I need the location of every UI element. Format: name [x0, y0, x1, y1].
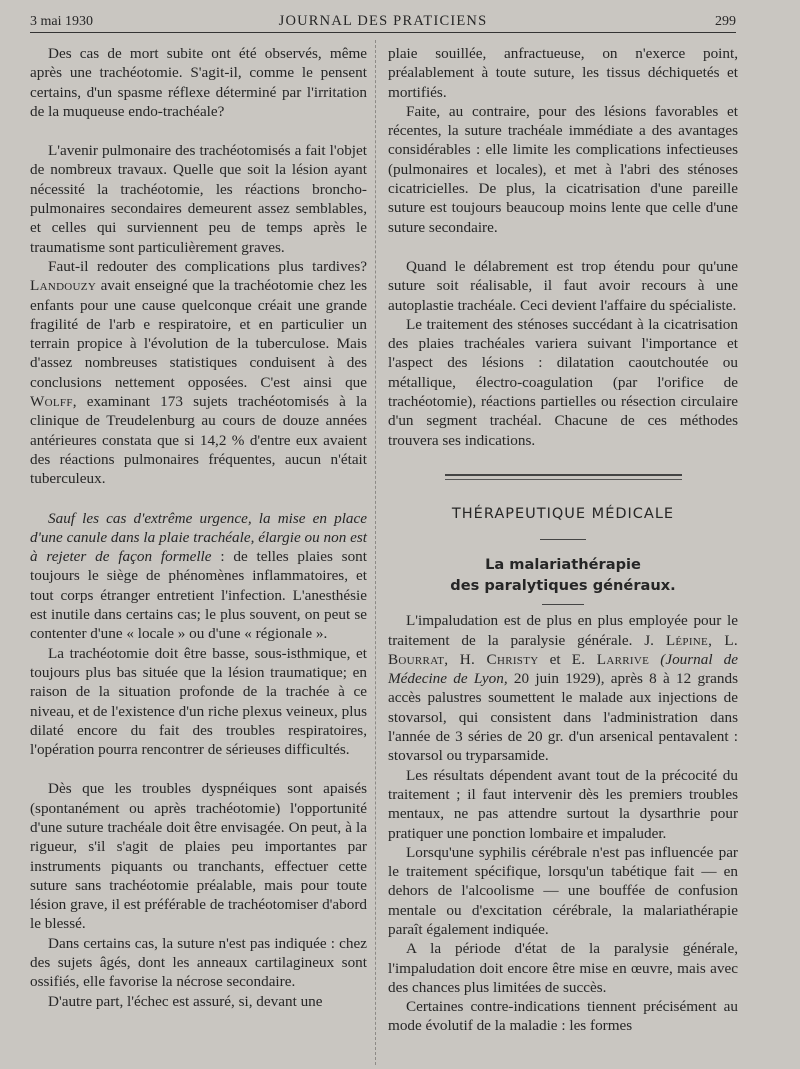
- author-name: Wolff: [30, 393, 73, 411]
- paragraph: Faut-il redouter des complications plus tardives? Landouzy avait enseigné que la trachéotomie chez les enfants pour une cause quelconque créait une grande fragilité de l'arb e respiratoire, et en particulier un terrain propice à l'évolution de la tuberculose. Mais d'assez nombreuses statistiques conduisent à des conclusions nettement opposées. C'est ainsi que Wolff, examinant 173 sujets trachéotomisés à la clinique de Treudelenburg au cours de douze années antérieures constata que si 14,2 % d'entre eux avaient des réactions pulmonaires fréquentes, aucun n'était tuberculeux.: [30, 257, 368, 488]
- page-header: [30, 12, 736, 33]
- emphasis-text: Sauf les cas d'extrême urgence, la mise en place d'une canule dans la plaie trachéale, élargie ou non est à rejeter de façon formelle: [30, 509, 367, 566]
- column-divider: [375, 40, 376, 1065]
- page-number: 299: [715, 14, 736, 29]
- short-rule: [542, 604, 584, 605]
- issue-date: 3 mai 1930: [30, 14, 93, 29]
- paragraph: Les résultats dépendent avant tout de la précocité du traitement ; il faut intervenir dès les premiers troubles mentaux, ne pas attendre surtout la dysarthrie pour pratiquer une ponction lombaire et impaluder.: [388, 766, 738, 842]
- paragraph: Des cas de mort subite ont été observés, même après une trachéotomie. S'agit-il, comme le pensent certains, d'un spasme réflexe déterminé par l'irritation de la muqueuse endo-trachéale?: [30, 45, 367, 120]
- right-column: [388, 44, 738, 1064]
- short-rule: [540, 539, 586, 540]
- paragraph: Quand le délabrement est trop étendu pour qu'une suture soit réalisable, il faut avoir recours à une autoplastie trachéale. Ceci devient l'affaire du spécialiste.: [388, 257, 738, 314]
- paragraph: D'autre part, l'échec est assuré, si, devant une: [48, 992, 323, 1010]
- paragraph: L'avenir pulmonaire des trachéotomisés a fait l'objet de nombreux travaux. Quelle que soit la lésion ayant nécessité la trachéotomie, les réactions broncho-pulmonaires secondaires demeurent assez semblables, et celles qui surviennent peu de temps après le traumatisme sont particulièrement graves.: [30, 142, 367, 256]
- paragraph: Faite, au contraire, pour des lésions favorables et récentes, la suture trachéale immédiate a des avantages considérables : elle limite les complications infectieuses (pulmonaires et locales), et met à l'abri des sténoses cicatricielles. De plus, la cicatrisation d'une pareille suture est toujours beaucoup moins lente que celle d'une suture secondaire.: [388, 102, 738, 236]
- paragraph: A la période d'état de la paralysie générale, l'impaludation doit encore être mise en œuvre, mais avec des chances plus limitées de succès.: [388, 940, 738, 996]
- section-title: THÉRAPEUTIQUE MÉDICALE: [451, 505, 675, 522]
- paragraph: Certaines contre-indications tiennent précisément au mode évolutif de la maladie : les formes: [388, 998, 738, 1035]
- paragraph: plaie souillée, anfractueuse, on n'exerce point, préalablement à toute suture, les tissus déchiquetés et mortifiés.: [388, 45, 738, 101]
- journal-title: JOURNAL DES PRATICIENS: [278, 13, 488, 29]
- paragraph: La trachéotomie doit être basse, sous-isthmique, et toujours plus bas située que la lésion traumatique; en raison de la situation profonde de la trachée à ce niveau, et de l'existence d'un riche plexus veineux, plus dilaté encore du fait des troubles respiratoires, l'opération pourra rencontrer de sérieuses difficultés.: [30, 644, 367, 759]
- paragraph: Dès que les troubles dyspnéiques sont apaisés (spontanément ou après trachéotomie) l'opportunité d'une suture trachéale doit être envisagée. On peut, à la rigueur, s'il s'agit de plaies peu importantes par instruments piquants ou tranchants, effectuer cette suture sans trachéotomie préalable, mais pour toute lésion grave, il est préférable de trachéotomiser d'abord le blessé.: [30, 780, 367, 933]
- author-names: Lépine, L. Bourrat, H. Christy: [388, 631, 739, 668]
- author-name: Landouzy: [30, 277, 97, 295]
- left-column: [30, 44, 367, 1064]
- paragraph: Sauf les cas d'extrême urgence, la mise en place d'une canule dans la plaie trachéale, élargie ou non est à rejeter de façon formelle : de telles plaies sont toujours le siège de phénomènes inflammatoires, et tout corps étranger entretient l'infection. L'anesthésie est inutile dans certains cas; le plus souvent, on peut se contenter d'une « locale » ou d'une « régionale ».: [30, 509, 367, 643]
- paragraph: Lorsqu'une syphilis cérébrale n'est pas influencée par le traitement spécifique, lorsqu'un tabétique fait — en dehors de l'alcoolisme — une bouffée de confusion mentale ou d'excitation cérébrale, la malariathérapie paraît également indiquée.: [388, 843, 738, 938]
- paragraph: Le traitement des sténoses succédant à la cicatrisation des plaies trachéales variera suivant l'importance et l'aspect des lésions : dilatation caoutchoutée ou métallique, électro-coagulation (par l'orifice de trachéotomie), réactions partielles ou résection circulaire d'un segment trachéal. Chacune de ces méthodes trouvera ses indications.: [388, 315, 738, 449]
- article-title: La malariathérapie des paralytiques généraux.: [450, 556, 676, 595]
- author-names: E. Larrive: [571, 650, 650, 668]
- paragraph: L'impaludation est de plus en plus employée pour le traitement de la paralysie générale. J. Lépine, L. Bourrat, H. Christy et E. Larrive (Journal de Médecine de Lyon, 20 juin 1929), après 8 à 12 grands accès palustres soumettent le malade aux injections de stovarsol, qui consistent dans l'administration dans l'année de 3 séries de 20 gr. d'un arsenical pentavalent : stovarsol ou tryparsamide.: [388, 612, 739, 765]
- section-separator: [445, 474, 682, 480]
- journal-citation: (Journal de Médecine de Lyon,: [388, 650, 739, 688]
- paragraph: Dans certains cas, la suture n'est pas indiquée : chez des sujets âgés, dont les anneaux cartilagineux sont ossifiés, elle favorise la nécrose secondaire.: [30, 934, 367, 991]
